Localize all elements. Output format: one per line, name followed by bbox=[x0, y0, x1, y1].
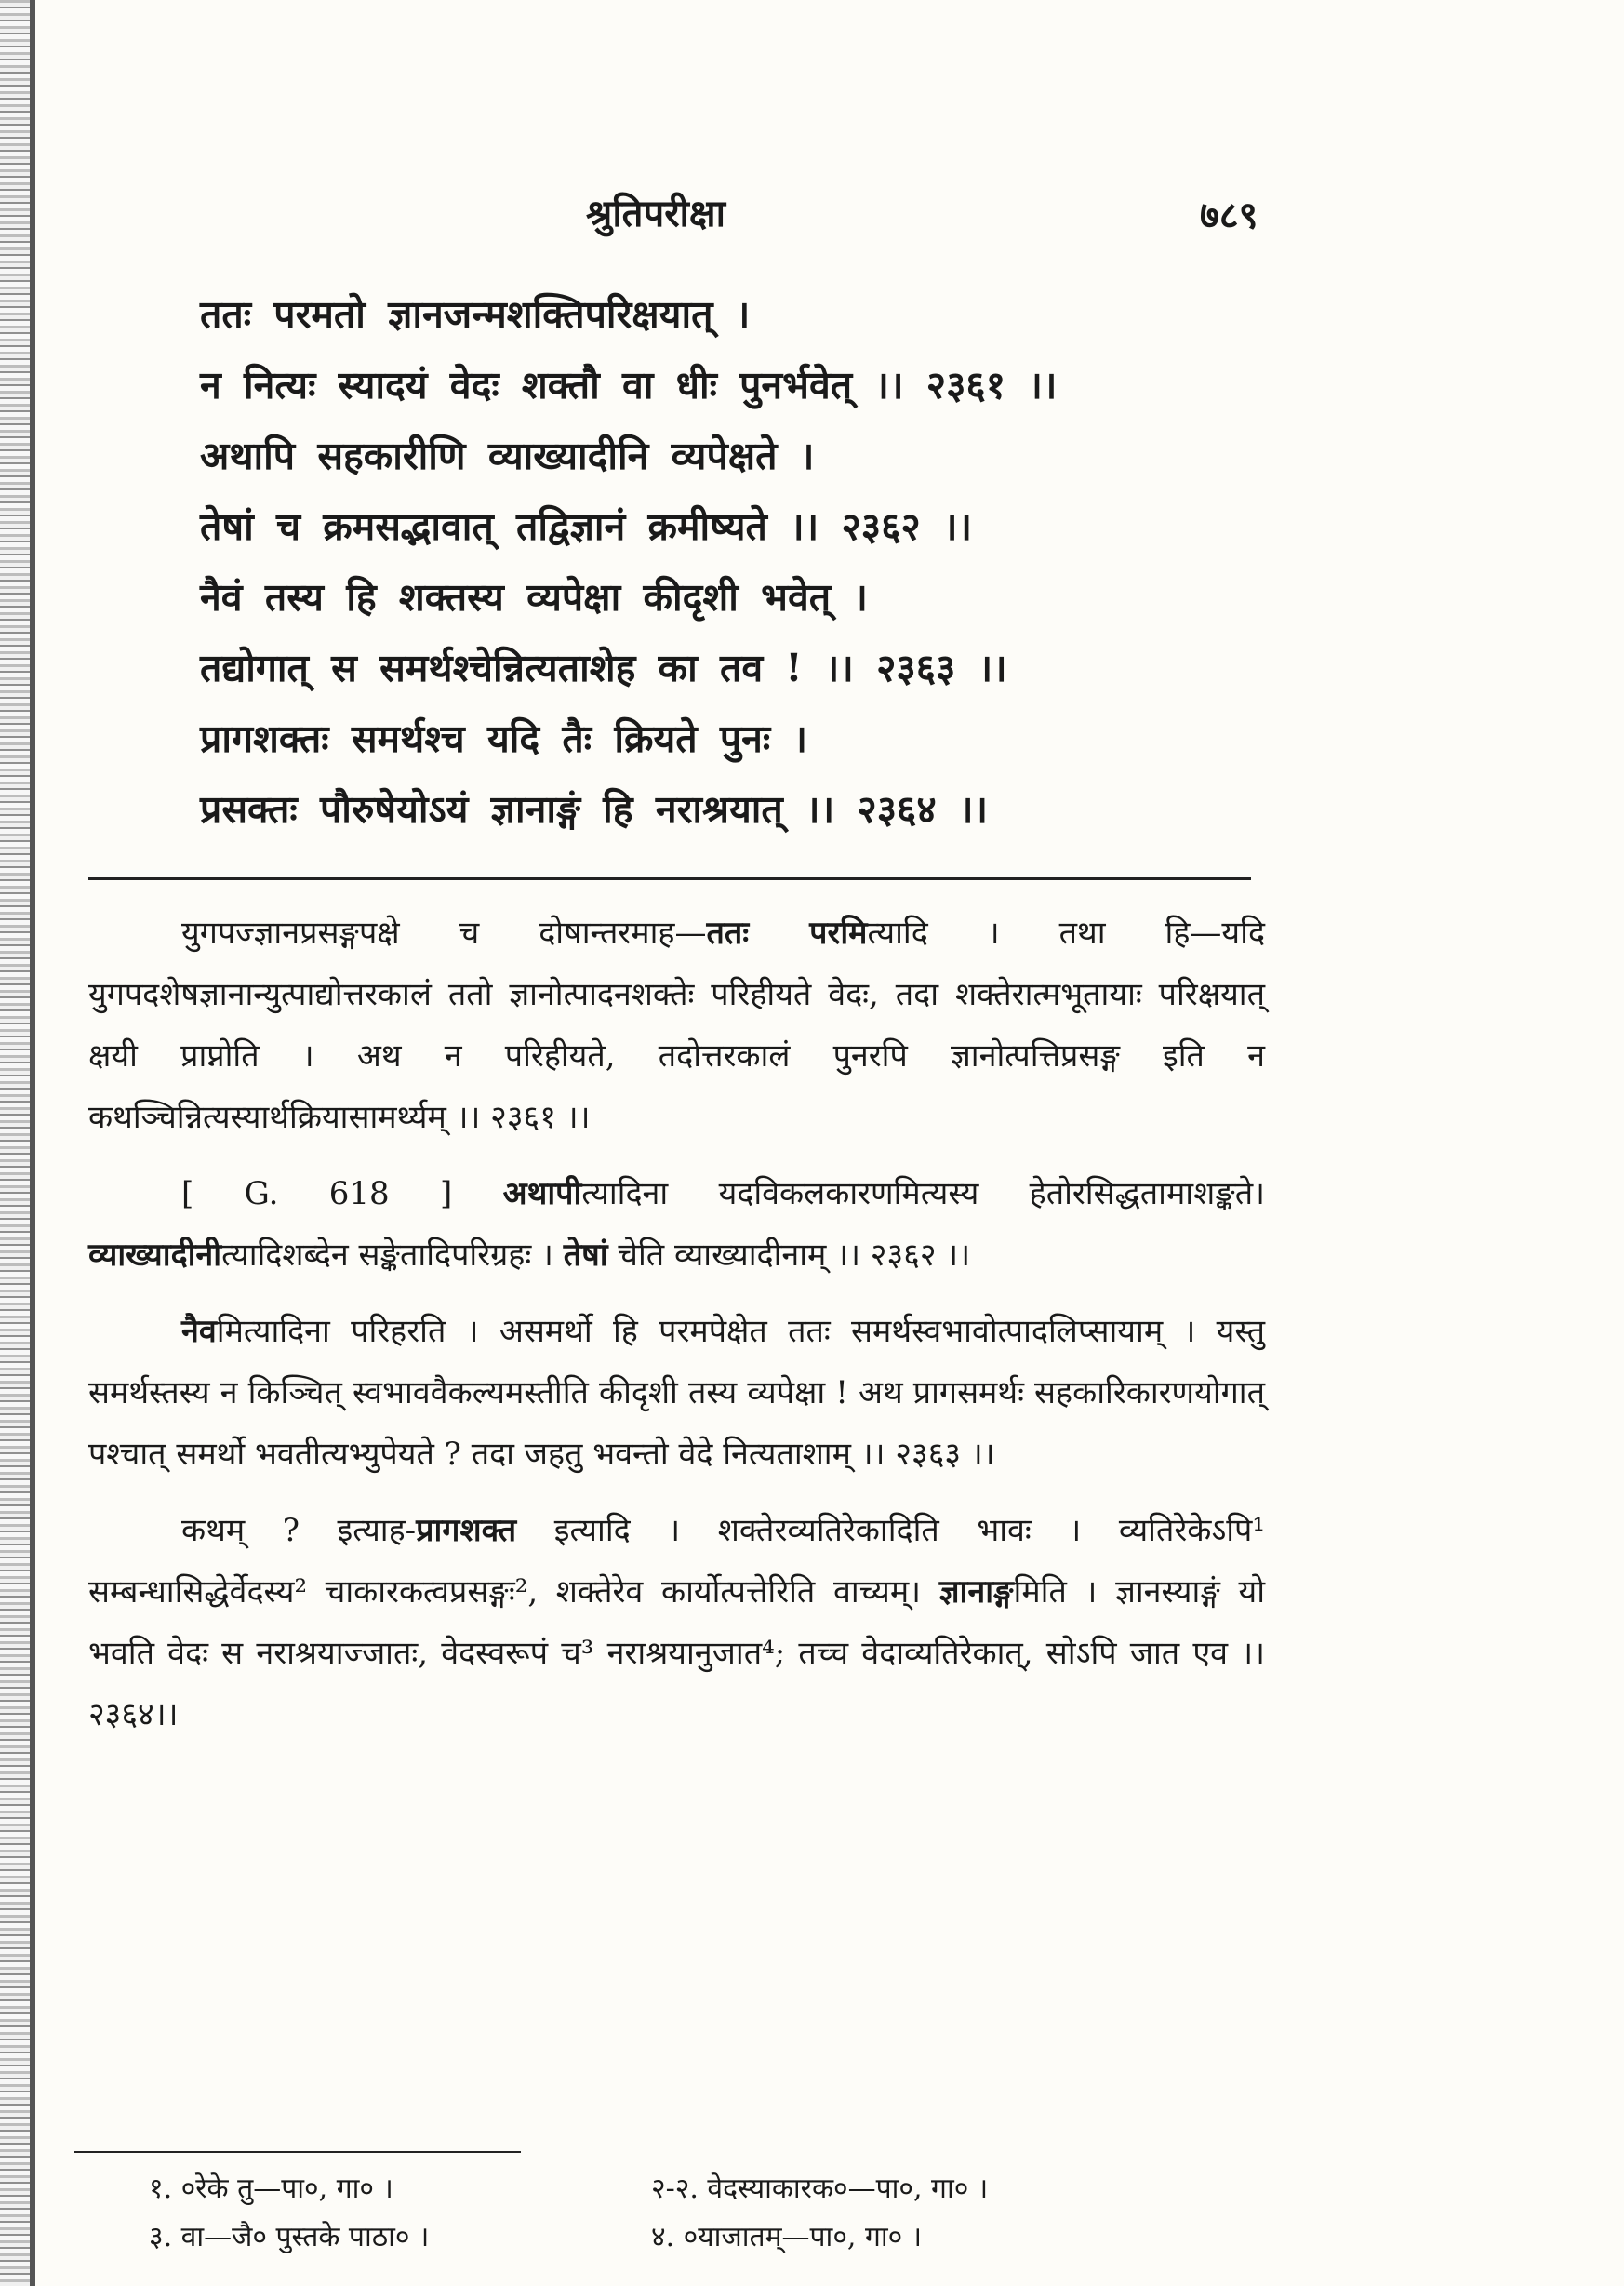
commentary-paragraph: नैवमित्यादिना परिहरति । असमर्थो हि परमपेक्षेत ततः समर्थस्वभावोत्पादलिप्सायाम् । यस्तु समर्थस्तस्य न किञ्चित् स्वभाववैकल्यमस्तीति कीदृशी तस्य व्यपेक्षा ! अथ प्रागसमर्थः सहकारिकारणयोगात् पश्चात् समर्थो भवतीत्यभ्युपेयते ? तदा जहतु भवन्तो वेदे नित्यताशाम् ।। २३६३ ।। bbox=[88, 1313, 1265, 1473]
verse-line: तेषां च क्रमसद्भावात् तद्विज्ञानं क्रमीष्यते ।। २३६२ ।। bbox=[200, 504, 973, 549]
book-spine-edge bbox=[0, 0, 30, 2286]
verse-commentary-divider bbox=[88, 877, 1251, 880]
verse-line: तद्योगात् स समर्थश्चेन्नित्यताशेह का तव ! ।। २३६३ ।। bbox=[200, 646, 1007, 690]
footnote-row bbox=[149, 2168, 1218, 2216]
verse-line: प्रागशक्तः समर्थश्च यदि तैः क्रियते पुनः । bbox=[200, 716, 808, 761]
footnotes bbox=[149, 2168, 1218, 2265]
footnote: ३. वा—जै० पुस्तके पाठा० । bbox=[149, 2221, 430, 2253]
verse-line: न नित्यः स्यादयं वेदः शक्तौ वा धीः पुनर्भवेत् ।। २३६१ ।। bbox=[200, 363, 1058, 408]
footnote: ४. ०याजातम्—पा०, गा० । bbox=[651, 2221, 923, 2253]
page-number: ७८९ bbox=[1200, 194, 1258, 237]
page-header bbox=[0, 186, 1624, 242]
commentary-paragraph: [ G. 618 ] अथापीत्यादिना यदविकलकारणमित्यस्य हेतोरसिद्धतामाशङ्कते। व्याख्यादीनीत्यादिशब्देन सङ्केतादिपरिग्रहः । तेषां चेति व्याख्यादीनाम् ।। २३६२ ।। bbox=[88, 1175, 1265, 1274]
footnote: २-२. वेदस्याकारक०—पा०, गा० । bbox=[651, 2172, 989, 2205]
verse-line: ततः परमतो ज्ञानजन्मशक्तिपरिक्षयात् । bbox=[200, 292, 751, 337]
verse-line: प्रसक्तः पौरुषेयोऽयं ज्ञानाङ्गं हि नराश्रयात् ।। २३६४ ।। bbox=[200, 787, 989, 832]
footnote-divider bbox=[74, 2151, 521, 2153]
commentary-paragraph: कथम् ? इत्याह-प्रागशक्त इत्यादि । शक्तेरव्यतिरेकादिति भावः । व्यतिरेकेऽपि¹ सम्बन्धासिद्धेर्वेदस्य² चाकारकत्वप्रसङ्गः², शक्तेरेव कार्योत्पत्तेरिति वाच्यम्। ज्ञानाङ्गमिति । ज्ञानस्याङ्गं यो भवति वेदः स नराश्रयाज्जातः, वेदस्वरूपं च³ नराश्रयानुजात⁴; तच्च वेदाव्यतिरेकात्, सोऽपि जात एव ।।२३६४।। bbox=[88, 1512, 1266, 1733]
verse-line: अथापि सहकारीणि व्याख्यादीनि व्यपेक्षते । bbox=[200, 434, 815, 478]
verse-block bbox=[200, 279, 1316, 845]
footnote-row bbox=[149, 2216, 1218, 2265]
commentary-paragraph: युगपज्ज्ञानप्रसङ्गपक्षे च दोषान्तरमाह—ततः परमित्यादि । तथा हि—यदि युगपदशेषज्ञानान्युत्पाद्योत्तरकालं ततो ज्ञानोत्पादनशक्तेः परिहीयते वेदः, तदा शक्तेरात्मभूतायाः परिक्षयात् क्षयी प्राप्नोति । अथ न परिहीयते, तदोत्तरकालं पुनरपि ज्ञानोत्पत्तिप्रसङ्ग इति न कथञ्चिन्नित्यस्यार्थक्रियासामर्थ्यम् ।। २३६१ ।। bbox=[88, 915, 1265, 1136]
commentary bbox=[88, 902, 1265, 1760]
verse-line: नैवं तस्य हि शक्तस्य व्यपेक्षा कीदृशी भवेत् । bbox=[200, 575, 868, 620]
running-title: श्रुतिपरीक्षा bbox=[586, 192, 725, 235]
footnote: १. ०रेके तु—पा०, गा० । bbox=[149, 2172, 393, 2205]
